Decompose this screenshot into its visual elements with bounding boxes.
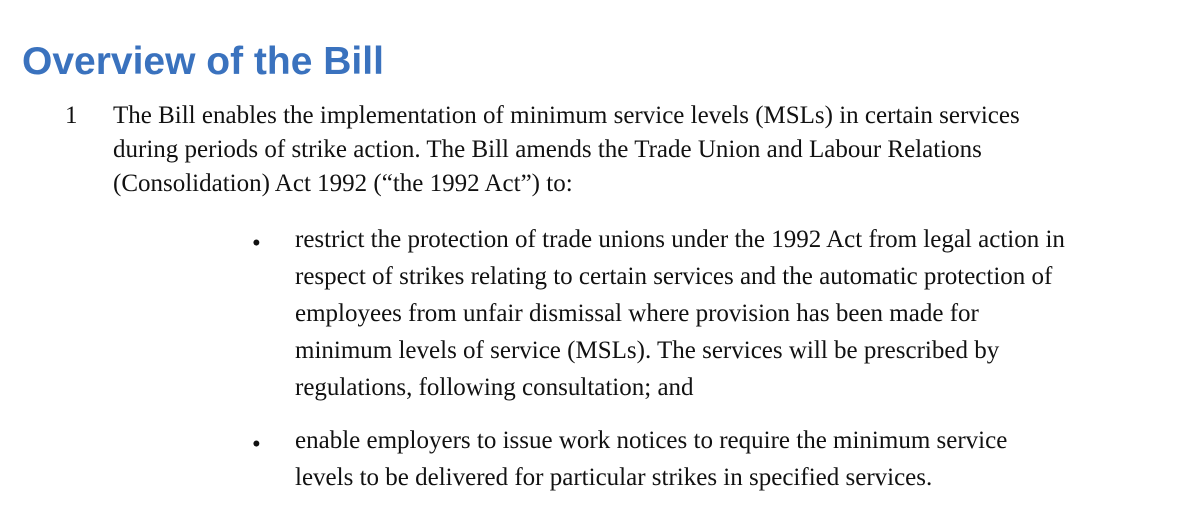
bullet-line: restrict the protection of trade unions under the 1992 Act from legal action in	[295, 226, 1065, 253]
bullet-line: levels to be delivered for particular strikes in specified services.	[295, 464, 933, 491]
section-heading: Overview of the Bill	[22, 40, 384, 83]
bullet-line: enable employers to issue work notices to require the minimum service	[295, 427, 1008, 454]
paragraph-text	[113, 99, 1113, 201]
paragraph-line: (Consolidation) Act 1992 (“the 1992 Act”) to:	[113, 170, 573, 197]
bullet-marker: •	[252, 230, 261, 257]
paragraph-line: The Bill enables the implementation of minimum service levels (MSLs) in certain services	[113, 102, 1020, 129]
bullet-marker: •	[252, 431, 261, 458]
paragraph-number: 1	[65, 102, 78, 129]
paragraph-line: during periods of strike action. The Bill amends the Trade Union and Labour Relations	[113, 136, 982, 163]
bullet-line: respect of strikes relating to certain services and the automatic protection of	[295, 263, 1053, 290]
bullet-line: regulations, following consultation; and	[295, 374, 694, 401]
bullet-item-restrict-protection	[295, 221, 1175, 406]
bullet-item-work-notices	[295, 422, 1175, 496]
bullet-line: minimum levels of service (MSLs). The services will be prescribed by	[295, 337, 1000, 364]
bullet-line: employees from unfair dismissal where provision has been made for	[295, 300, 979, 327]
